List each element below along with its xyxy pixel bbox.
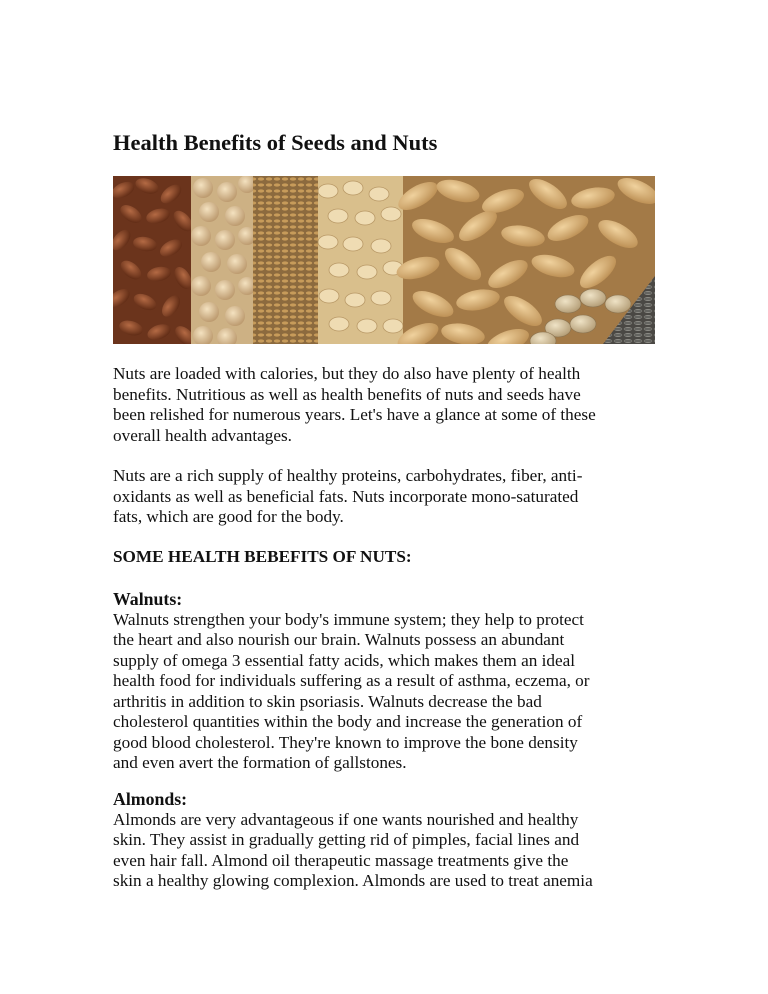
walnuts-section (113, 589, 673, 774)
text-line: been relished for numerous years. Let's have a glance at some of these (113, 405, 596, 424)
text-line: supply of omega 3 essential fatty acids, which makes them an ideal (113, 650, 576, 670)
text-line: health food for individuals suffering as a result of asthma, eczema, or (113, 671, 590, 690)
text-line: even hair fall. Almond oil therapeutic massage treatments give the (113, 850, 569, 870)
text-line: skin. They assist in gradually getting rid of pimples, facial lines and (113, 830, 580, 849)
text-line: good blood cholesterol. They're known to improve the bone density (113, 732, 578, 752)
text-line: fats, which are good for the body. (113, 507, 344, 526)
page-title: Health Benefits of Seeds and Nuts (113, 130, 438, 155)
text-line: Nuts are loaded with calories, but they do also have plenty of health (113, 364, 581, 383)
almonds-section (113, 789, 673, 892)
section-heading: SOME HEALTH BEBEFITS OF NUTS: (113, 547, 412, 566)
text-line: Almonds are very advantageous if one wants nourished and healthy (113, 809, 579, 829)
walnuts-heading: Walnuts: (113, 589, 183, 609)
text-line: and even avert the formation of gallstones. (113, 753, 407, 772)
text-line: the heart and also nourish our brain. Walnuts possess an abundant (113, 630, 565, 649)
text-line: Walnuts strengthen your body's immune system; they help to protect (113, 609, 584, 629)
text-line: benefits. Nutritious as well as health benefits of nuts and seeds have (113, 384, 581, 404)
intro-paragraph (113, 364, 673, 446)
nutrients-paragraph (113, 466, 673, 528)
seeds-nuts-image (113, 176, 655, 344)
text-line: Nuts are a rich supply of healthy proteins, carbohydrates, fiber, anti- (113, 466, 583, 485)
text-line: skin a healthy glowing complexion. Almonds are used to treat anemia (113, 871, 593, 890)
text-line: cholesterol quantities within the body and increase the generation of (113, 712, 583, 731)
text-line: overall health advantages. (113, 425, 292, 445)
text-line: oxidants as well as beneficial fats. Nuts incorporate mono-saturated (113, 486, 579, 506)
text-line: arthritis in addition to skin psoriasis. Walnuts decrease the bad (113, 691, 542, 711)
almonds-heading: Almonds: (113, 789, 188, 809)
